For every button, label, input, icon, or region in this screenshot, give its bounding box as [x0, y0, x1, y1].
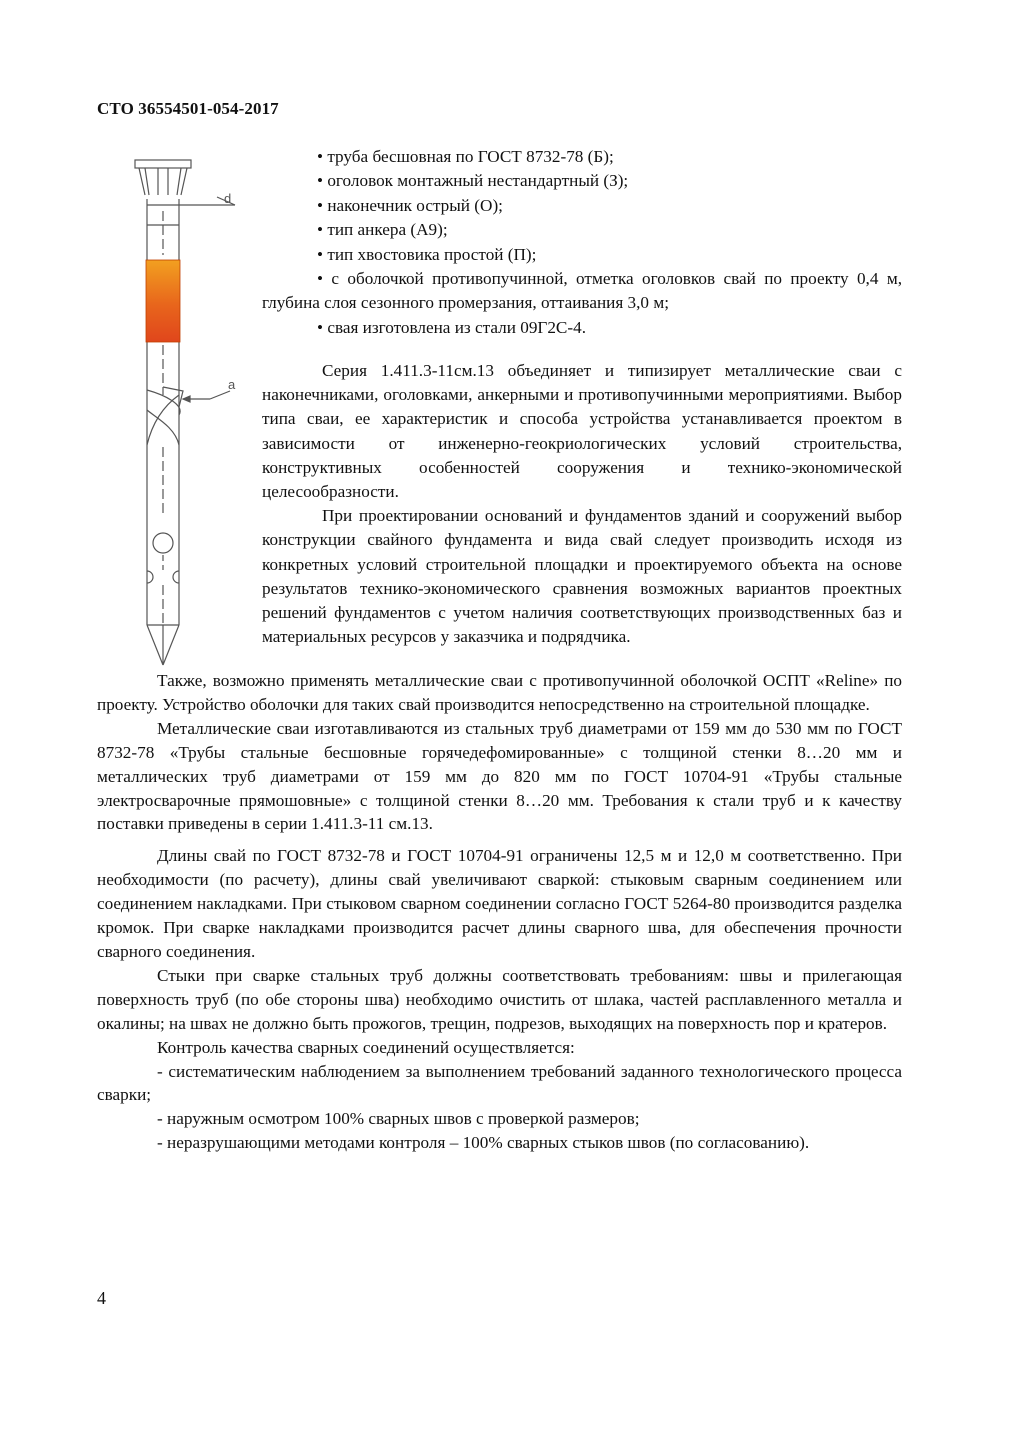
bullet-item: • труба бесшовная по ГОСТ 8732-78 (Б);	[317, 147, 614, 166]
bullet-item: • с оболочкой противопучинной, отметка оголовков свай по проекту 0,4 м, глубина слоя сезонного промерзания, оттаивания 3,0 м;	[262, 269, 902, 313]
paragraph: Стыки при сварке стальных труб должны соответствовать требованиям: швы и прилегающая поверхность труб (по обе стороны шва) необходимо очистить от шлака, частей расплавленного металла и окалины; на швах не должно быть прожогов, трещин, подрезов, выходящих на поверхность пор и кратеров.	[97, 965, 902, 1033]
paragraph: Металлические сваи изготавливаются из стальных труб диаметрами от 159 мм до 530 мм по ГОСТ 8732-78 «Трубы стальные бесшовные горячедефомированные» с толщиной стенки 8…20 мм и металлических труб диаметрами от 159 мм до 820 мм по ГОСТ 10704-91 «Трубы стальные электросварочные прямошовные» с толщиной стенки 8…20 мм. Требования к стали труб и к качеству поставки приведены в серии 1.411.3-11 см.13.	[97, 718, 902, 834]
bullet-item: • наконечник острый (О);	[317, 195, 503, 215]
dimension-label-a: a	[228, 377, 236, 392]
paragraph: Серия 1.411.3-11см.13 объединяет и типизирует металлические сваи с наконечниками, оголовками, анкерными и противопучинными мероприятиями. Выбор типа сваи, ее характеристик и способа устройства устанавливается проектом в зависимости от инженерно-геокриологических условий строительства, конструктивных особенностей сооружения и технико-экономической целесообразности.	[262, 361, 902, 502]
bullet-item: • оголовок монтажный нестандартный (З);	[317, 171, 629, 191]
list-item: - неразрушающими методами контроля – 100% сварных стыков швов (по согласованию).	[157, 1133, 810, 1153]
list-item: - систематическим наблюдением за выполнением требований заданного технологического процесса сварки;	[97, 1061, 902, 1105]
pile-diagram	[125, 155, 255, 675]
paragraph: Длины свай по ГОСТ 8732-78 и ГОСТ 10704-91 ограничены 12,5 м и 12,0 м соответственно. При необходимости (по расчету), длины свай увеличивают сваркой: стыковым сварным соединением или соединением накладками. При стыковом сварном соединении согласно ГОСТ 5264-80 производится разделка кромок. При сварке накладками производится расчет длины сварного шва, для обеспечения прочности сварного соединения.	[97, 846, 902, 961]
dimension-label-d: d	[224, 191, 232, 206]
bullet-item: • тип анкера (А9);	[317, 220, 448, 240]
paragraph: Также, возможно применять металлические сваи с противопучинной оболочкой ОСПТ «Reline» по проекту. Устройство оболочки для таких свай производится непосредственно на строительной площадке.	[97, 671, 902, 714]
page-number: 4	[97, 1288, 106, 1308]
bullet-item: • тип хвостовика простой (П);	[317, 244, 537, 264]
document-code-header: СТО 36554501-054-2017	[97, 99, 279, 118]
list-item: - наружным осмотром 100% сварных швов с проверкой размеров;	[157, 1109, 640, 1129]
body-text-beside-figure	[262, 359, 902, 649]
body-text-full-width	[97, 669, 902, 1155]
paragraph: При проектировании оснований и фундаментов зданий и сооружений выбор конструкции свайного фундамента и вида свай следует производить исходя из конкретных условий строительной площадки и проектируемого объекта на основе результатов технико-экономического сравнения возможных вариантов проектных решений фундаментов с учетом наличия соответствующих производственных баз и материальных ресурсов у заказчика и подрядчика.	[262, 506, 902, 647]
paragraph: Контроль качества сварных соединений осуществляется:	[157, 1037, 575, 1057]
bullet-item: • свая изготовлена из стали 09Г2С-4.	[317, 317, 587, 337]
specification-bullet-list	[262, 145, 902, 340]
